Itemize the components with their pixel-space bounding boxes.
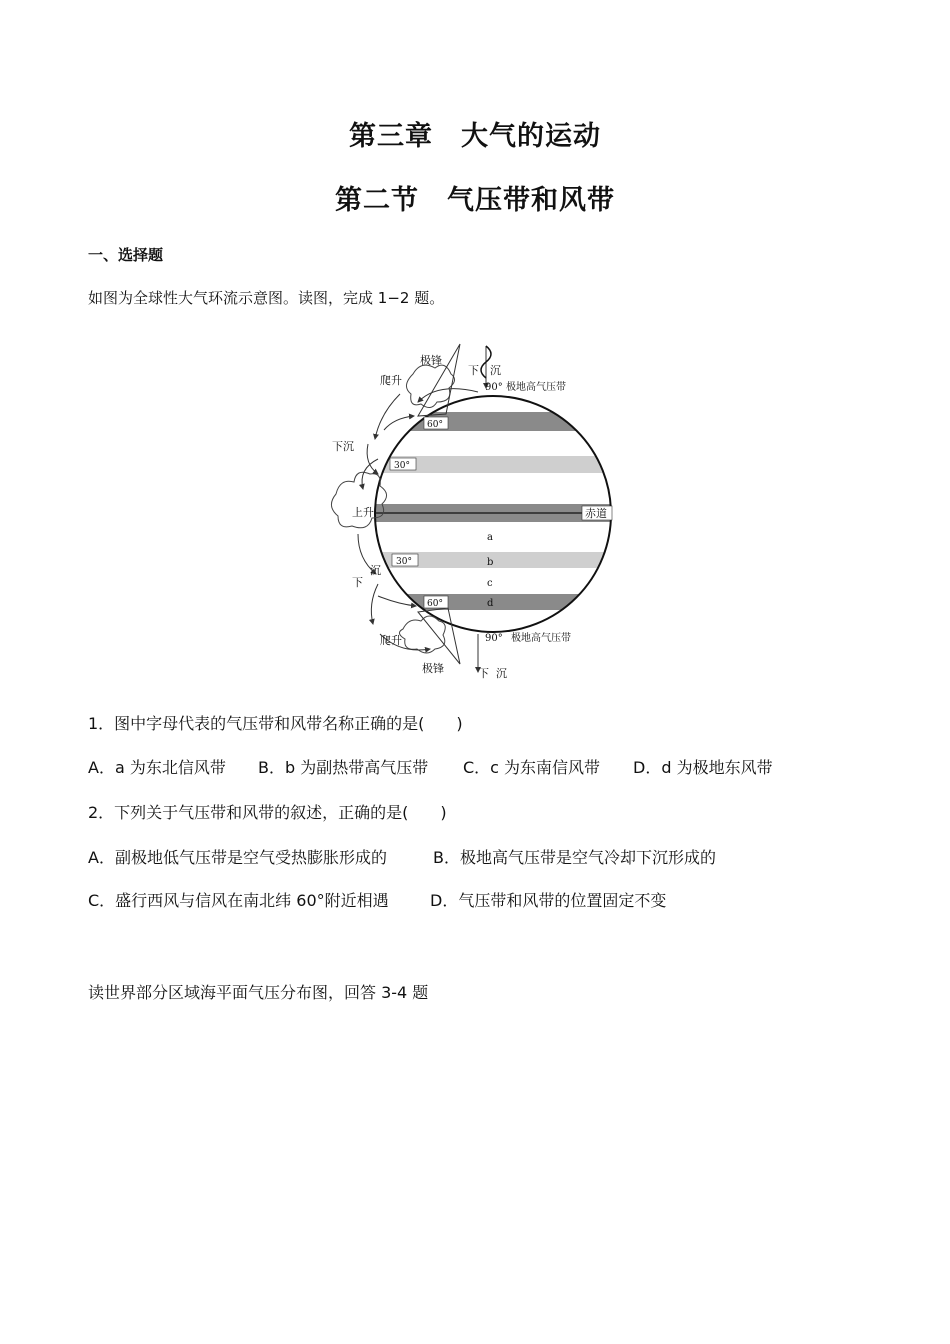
label-letter-b: b <box>487 557 494 568</box>
intro-text: 如图为全球性大气环流示意图。读图，完成 1−2 题。 <box>88 289 445 307</box>
question-2-options-row2 <box>88 888 666 911</box>
label-sink-mid: 下沉 <box>332 440 354 453</box>
label-polar-high-top: 极地高气压带 <box>506 382 566 393</box>
intro-text-2: 读世界部分区域海平面气压分布图，回答 3-4 题 <box>88 983 429 1002</box>
cloud-bottom <box>399 616 445 653</box>
q2-option-c[interactable]: C．盛行西风与信风在南北纬 60°附近相遇 <box>88 891 389 910</box>
question-2-stem: 2．下列关于气压带和风带的叙述，正确的是( ) <box>88 803 447 822</box>
question-2-options-row1 <box>88 845 716 868</box>
label-sink-top-sink: 沉 <box>490 364 501 377</box>
label-sink-bottom-sink: 沉 <box>496 667 507 680</box>
q2-option-b[interactable]: B．极地高气压带是空气冷却下沉形成的 <box>433 848 716 867</box>
q2-option-a[interactable]: A．副极地低气压带是空气受热膨胀形成的 <box>88 848 387 867</box>
label-lat90-bottom: 90° <box>485 633 503 644</box>
label-lat30-bottom: 30° <box>396 557 412 567</box>
part-heading: 一、选择题 <box>88 246 164 264</box>
cloud-top <box>406 365 454 407</box>
section-title: 第二节 气压带和风带 <box>335 185 615 216</box>
label-lat30-top: 30° <box>394 461 410 471</box>
label-rise: 上升 <box>352 506 374 519</box>
label-lat60-top: 60° <box>427 420 443 430</box>
label-lat90-top: 90° <box>485 382 503 393</box>
label-letter-d: d <box>487 598 494 609</box>
label-letter-c: c <box>487 578 493 589</box>
label-sink-top-down: 下 <box>468 364 479 377</box>
label-polar-high-bottom: 极地高气压带 <box>511 633 571 644</box>
label-climb-bottom: 爬升 <box>380 634 402 647</box>
chapter-title: 第三章 大气的运动 <box>349 121 601 152</box>
label-polar-front-top: 极锋 <box>420 354 442 367</box>
label-polar-front-bottom: 极锋 <box>422 662 444 675</box>
q1-option-c[interactable]: C．c 为东南信风带 <box>463 758 601 777</box>
question-1-stem: 1．图中字母代表的气压带和风带名称正确的是( ) <box>88 714 463 733</box>
label-lat60-bottom: 60° <box>427 599 443 609</box>
label-sink-lower-down: 下 <box>352 576 363 589</box>
q1-option-d[interactable]: D．d 为极地东风带 <box>633 758 773 777</box>
label-sink-bottom-down: 下 <box>478 667 489 680</box>
q2-option-d[interactable]: D．气压带和风带的位置固定不变 <box>430 891 667 910</box>
question-1-options <box>88 755 773 778</box>
label-sink-lower-sink: 沉 <box>370 564 381 577</box>
polar-front-bottom-wedge <box>418 608 460 664</box>
label-letter-a: a <box>487 532 493 543</box>
q1-option-a[interactable]: A．a 为东北信风带 <box>88 758 226 777</box>
label-equator: 赤道 <box>585 507 607 520</box>
q1-option-b[interactable]: B．b 为副热带高气压带 <box>258 758 429 777</box>
label-climb-top: 爬升 <box>380 374 402 387</box>
atmospheric-circulation-diagram <box>318 334 618 684</box>
